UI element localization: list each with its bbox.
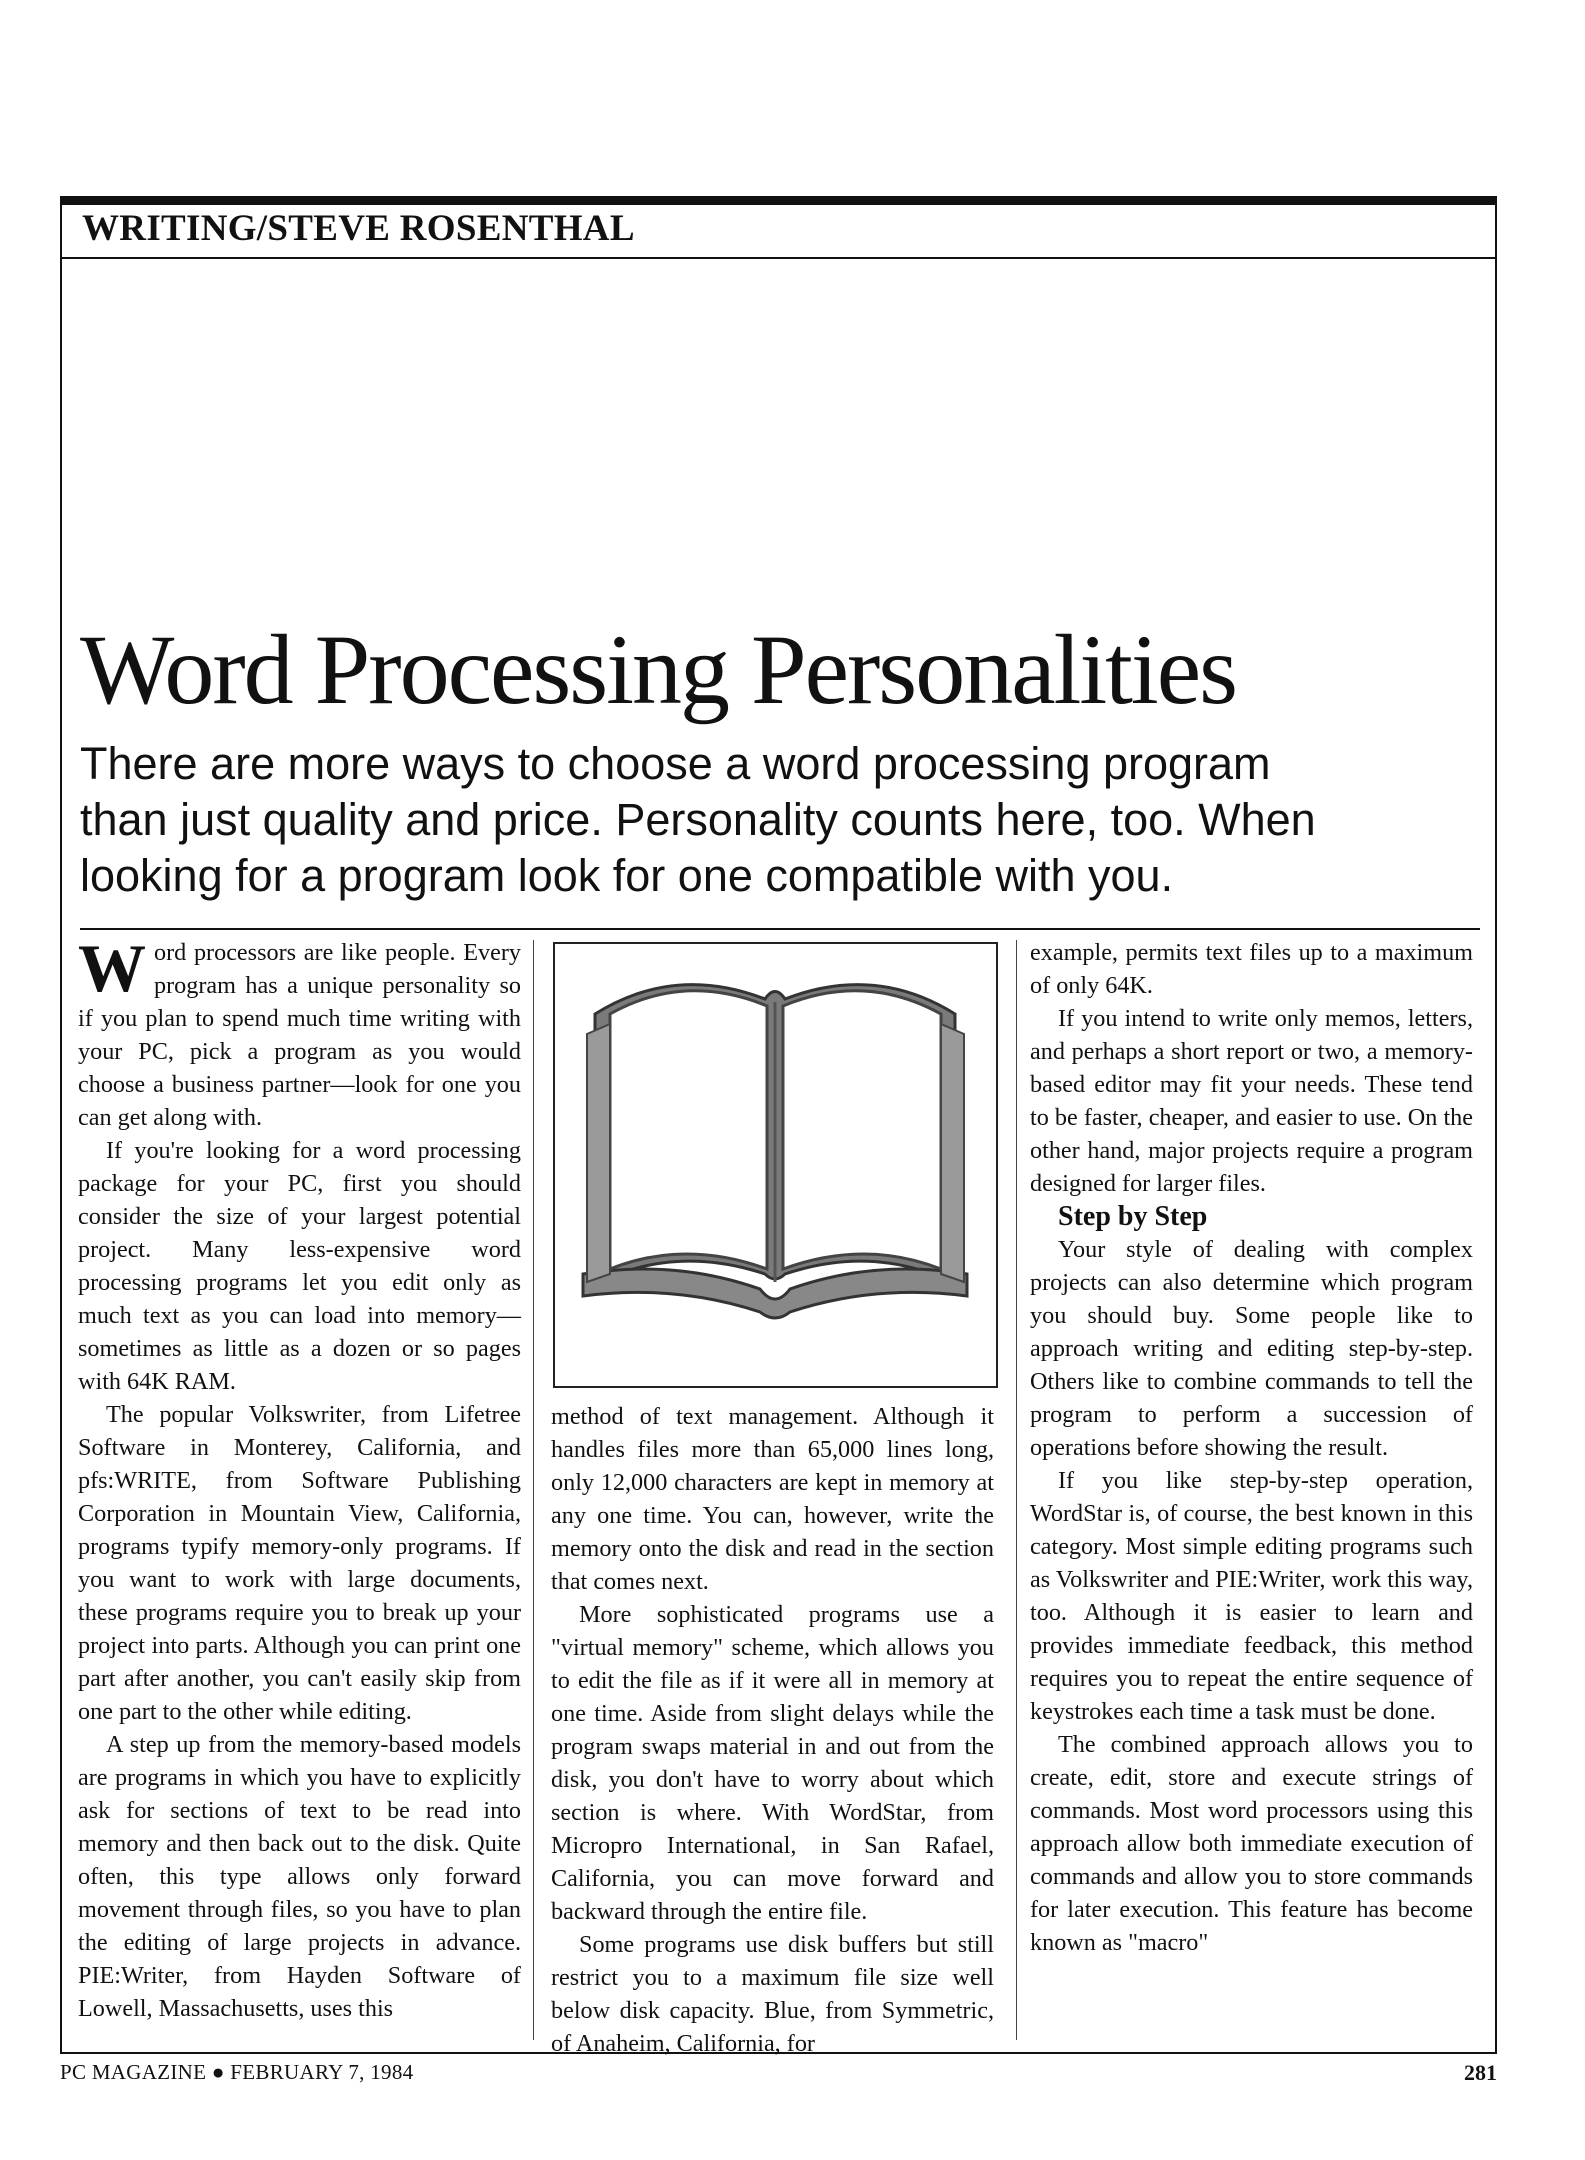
paragraph: The popular Volkswriter, from Lifetree Software in Monterey, California, and pfs:WRITE, from Software Publishing Corporation in Mountain View, California, programs typify memory-only programs. If you want to work with large documents, these programs require you to break up your project into parts. Although you can print one part after another, you can't easily skip from one part to the other while editing. — [78, 1401, 521, 1725]
paragraph: If you're looking for a word processing package for your PC, first you should consider the size of your largest potential project. Many less-expensive word processing programs let you edit only as much text as you can load into memory—sometimes as little as a dozen or so pages with 64K RAM. — [78, 1137, 521, 1395]
deck-line: looking for a program look for one compatible with you. — [80, 850, 1174, 901]
article-deck — [80, 736, 1460, 904]
paragraph: A step up from the memory-based models are programs in which you have to explicitly ask for sections of text to be read into memory and then back out to the disk. Quite often, this type allows only forward movement through files, so you have to plan the editing of large projects in advance. PIE:Writer, from Hayden Software of Lowell, Massachusetts, uses this — [78, 1731, 521, 2022]
subheading: Step by Step — [1058, 1201, 1208, 1232]
paragraph: More sophisticated programs use a "virtual memory" scheme, which allows you to edit the file as if it were all in memory at one time. Aside from slight delays while the program swaps material in and out from the disk, you don't have to worry about which section is where. With WordStar, from Micropro International, in San Rafael, California, you can move forward and backward through the entire file. — [551, 1601, 994, 1925]
deck-line: There are more ways to choose a word processing program — [80, 738, 1271, 789]
publication-footer: PC MAGAZINE ● FEBRUARY 7, 1984 — [60, 2060, 414, 2084]
column-divider — [533, 940, 534, 2040]
paragraph: Word processors are like people. Every program has a unique personality so if you plan to spend much time writing with your PC, pick a program as you would choose a business partner—look for one you can get along with. — [78, 930, 521, 1131]
paragraph: If you like step-by-step operation, WordStar is, of course, the best known in this category. Most simple editing programs such as Volkswriter and PIE:Writer, work this way, too. Although it is easier to learn and provides immediate feedback, this method requires you to repeat the entire sequence of keystrokes each time a task must be done. — [1030, 1467, 1473, 1725]
body-column-1 — [78, 930, 521, 2025]
section-rule — [60, 257, 1497, 259]
open-book-icon — [555, 944, 996, 1386]
paragraph: method of text management. Although it handles files more than 65,000 lines long, only 12,000 characters are kept in memory at any one time. You can, however, write the memory onto the disk and read in the section that comes next. — [551, 1403, 994, 1595]
article-title: Word Processing Personalities — [80, 614, 1237, 725]
body-column-3 — [1030, 936, 1473, 1959]
paragraph: Some programs use disk buffers but still restrict you to a maximum file size well below disk capacity. Blue, from Symmetric, of Anaheim, California, for — [551, 1931, 994, 2057]
drop-cap: W — [78, 930, 146, 1006]
paragraph: example, permits text files up to a maximum of only 64K. — [1030, 939, 1473, 999]
paragraph: Your style of dealing with complex projects can also determine which program you should buy. Some people like to approach writing and editing step-by-step. Others like to combine commands to tell the program to perform a succession of operations before showing the result. — [1030, 1236, 1473, 1461]
deck-line: than just quality and price. Personality counts here, too. When — [80, 794, 1316, 845]
paragraph: The combined approach allows you to create, edit, store and execute strings of commands. Most word processors using this approach allow both immediate execution of commands and allow you to store commands for later execution. This feature has become known as "macro" — [1030, 1731, 1473, 1956]
section-label: WRITING/STEVE ROSENTHAL — [82, 208, 635, 249]
paragraph: If you intend to write only memos, letters, and perhaps a short report or two, a memory-based editor may fit your needs. These tend to be faster, cheaper, and easier to use. On the other hand, major projects require a program designed for larger files. — [1030, 1005, 1473, 1197]
deck-rule — [80, 928, 1480, 930]
column-divider — [1016, 940, 1017, 2040]
page-number: 281 — [1464, 2060, 1497, 2085]
body-column-2 — [551, 1400, 994, 2060]
book-illustration — [553, 942, 998, 1388]
